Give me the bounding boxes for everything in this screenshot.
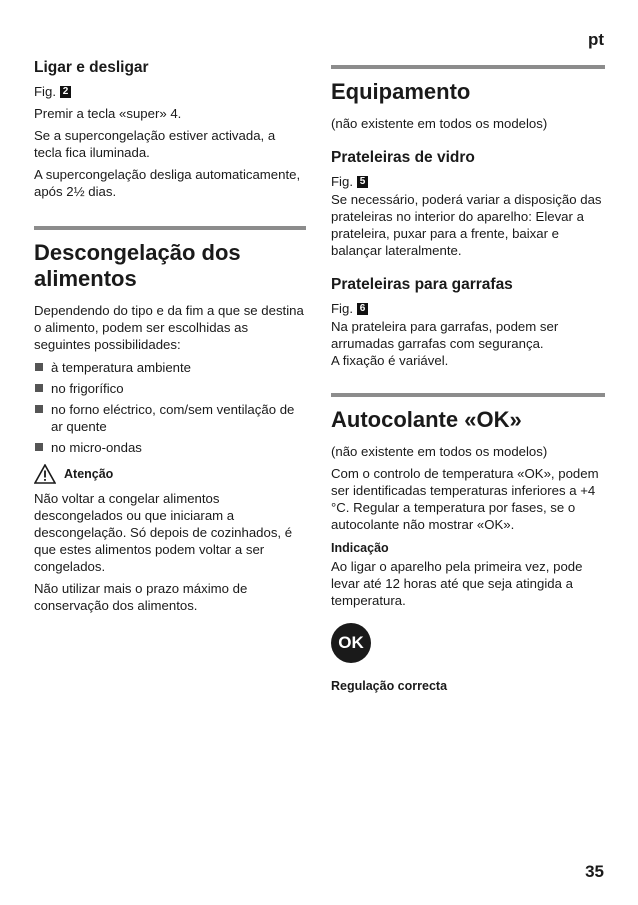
- paragraph: Premir a tecla «super» 4.: [34, 106, 182, 121]
- language-code: pt: [587, 30, 604, 49]
- note: (não existente em todos os modelos): [331, 444, 548, 459]
- page-number: 35: [585, 862, 604, 881]
- section-ligar-desligar: [34, 58, 306, 200]
- bullet-list: [34, 359, 306, 456]
- warning-header: [34, 464, 306, 484]
- section-divider: [34, 226, 306, 230]
- list-item-text: no frigorífico: [51, 381, 124, 396]
- paragraph: A supercongelação desliga automaticamente, após 2½ dias.: [34, 167, 301, 199]
- subsection-title: Prateleiras de vidro: [331, 149, 475, 166]
- ok-badge-icon: OK: [331, 623, 371, 663]
- warning-paragraph: Não utilizar mais o prazo máximo de conservação dos alimentos.: [34, 581, 248, 613]
- bullet-square-icon: [35, 443, 43, 451]
- subsection-title: Prateleiras para garrafas: [331, 276, 513, 293]
- list-item-text: no micro-ondas: [51, 440, 142, 455]
- fig-label: Fig.: [34, 84, 56, 99]
- list-item: [34, 439, 306, 456]
- warning-label: Atenção: [64, 467, 114, 481]
- paragraph: Se a supercongelação estiver activada, a tecla fica iluminada.: [34, 128, 276, 160]
- bullet-square-icon: [35, 363, 43, 371]
- right-column: [331, 58, 605, 693]
- ok-caption: Regulação correcta: [331, 679, 448, 693]
- paragraph: Com o controlo de temperatura «OK», podem ser identificadas temperaturas inferiores a +4 °C. Regular a temperatura por fases, se o autocolante não mostrar «OK».: [331, 466, 599, 532]
- fig-number: 5: [357, 176, 368, 188]
- fig-number: 2: [60, 86, 71, 98]
- section-title: Ligar e desligar: [34, 59, 149, 76]
- section-divider: [331, 393, 605, 397]
- paragraph: Na prateleira para garrafas, podem ser arrumadas garrafas com segurança.: [331, 319, 559, 351]
- warning-paragraph: Não voltar a congelar alimentos descongelados ou que iniciaram a descongelação. Só depois de cozinhados, é que estes alimentos podem voltar a ser congelados.: [34, 491, 293, 574]
- list-item: [34, 359, 306, 376]
- section-descongelacao: [34, 240, 306, 614]
- paragraph: Se necessário, poderá variar a disposição das prateleiras no interior do aparelho: Elevar a prateleira, puxar para a frente, baixar e balançar lateralmente.: [331, 192, 602, 258]
- list-item: [34, 380, 306, 397]
- intro-paragraph: Dependendo do tipo e da fim a que se destina o alimento, podem ser escolhidas as seguintes possibilidades:: [34, 303, 304, 352]
- fig-label: Fig.: [331, 301, 353, 316]
- section-divider: [331, 65, 605, 69]
- indicacao-label: Indicação: [331, 541, 389, 555]
- bullet-square-icon: [35, 384, 43, 392]
- warning-triangle-icon: [34, 464, 56, 484]
- list-item-text: à temperatura ambiente: [51, 360, 192, 375]
- paragraph: A fixação é variável.: [331, 353, 449, 368]
- note: (não existente em todos os modelos): [331, 116, 548, 131]
- section-autocolante-ok: [331, 407, 605, 693]
- section-heading: [34, 240, 306, 292]
- left-column: [34, 58, 306, 619]
- bullet-square-icon: [35, 405, 43, 413]
- section-heading: Equipamento: [331, 79, 471, 104]
- figure-ref: [34, 83, 71, 100]
- fig-number: 6: [357, 303, 368, 315]
- list-item-text: no forno eléctrico, com/sem ventilação de ar quente: [51, 402, 295, 434]
- indicacao-paragraph: Ao ligar o aparelho pela primeira vez, pode levar até 12 horas até que seja atingida a temperatura.: [331, 559, 583, 608]
- section-heading: Autocolante «OK»: [331, 407, 522, 432]
- list-item: [34, 401, 306, 435]
- figure-ref: [331, 173, 368, 190]
- figure-ref: [331, 300, 368, 317]
- fig-label: Fig.: [331, 174, 353, 189]
- heading-line-1: Descongelação dos: [34, 240, 241, 265]
- heading-line-2: alimentos: [34, 266, 137, 291]
- section-equipamento: [331, 79, 605, 369]
